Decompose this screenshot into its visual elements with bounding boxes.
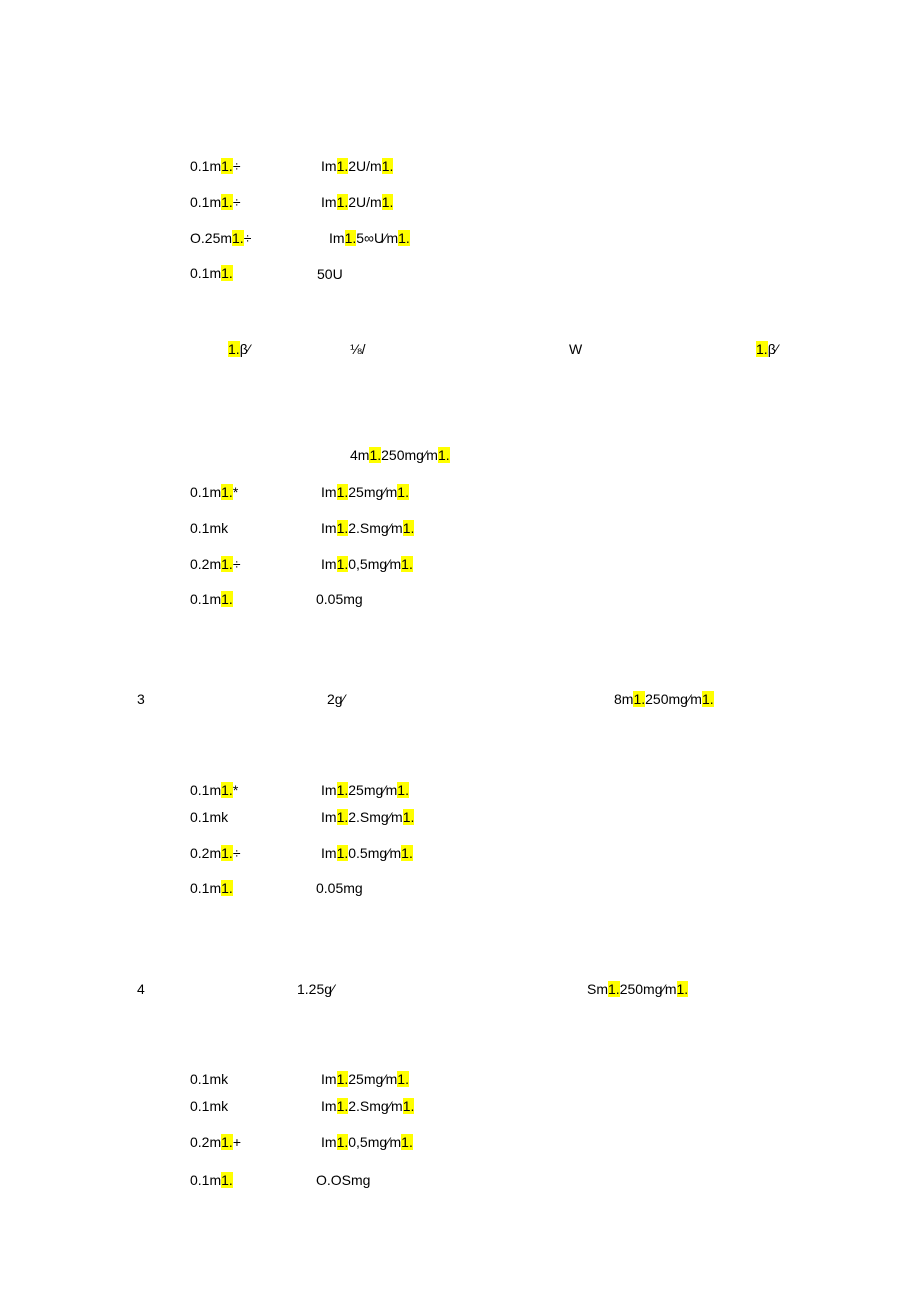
s3-row2-conc: Im1.2.Smg⁄m1. [321, 809, 415, 825]
b1-row1-conc: Im1.2U/m1. [321, 158, 394, 174]
s3-row4-conc: 0.05mg [316, 880, 363, 896]
b2-row3-conc: Im1.0,5mg⁄m1. [321, 556, 413, 572]
s3-row2-dose: 0.1mk [190, 809, 229, 825]
header-col1: 1.β⁄ [228, 341, 251, 357]
b1-row2-conc: Im1.2U/m1. [321, 194, 394, 210]
s4-row1-conc: Im1.25mg⁄m1. [321, 1071, 409, 1087]
s3-row3-conc: Im1.0.5mg⁄m1. [321, 845, 413, 861]
b2-row3-dose: 0.2m1.÷ [190, 556, 241, 572]
section3-amount: 2g⁄ [327, 691, 345, 707]
s4-row2-dose: 0.1mk [190, 1098, 229, 1114]
b1-row2-dose: 0.1m1.÷ [190, 194, 241, 210]
section4-conc: Sm1.250mg⁄m1. [587, 981, 689, 997]
b2-row4-conc: 0.05mg [316, 591, 363, 607]
b1-row4-dose: 0.1m1. [190, 265, 233, 281]
s4-row3-conc: Im1.0,5mg⁄m1. [321, 1134, 413, 1150]
s4-row4-conc: O.OSmg [316, 1172, 371, 1188]
b1-row4-conc: 50U [317, 266, 343, 282]
section4-number: 4 [137, 981, 145, 997]
section3-conc: 8m1.250mg⁄m1. [614, 691, 714, 707]
s4-row4-dose: 0.1m1. [190, 1172, 233, 1188]
b2-row2-dose: 0.1mk [190, 520, 229, 536]
header-col4: 1.β⁄ [756, 341, 779, 357]
s4-row1-dose: 0.1mk [190, 1071, 229, 1087]
s4-row2-conc: Im1.2.Smg⁄m1. [321, 1098, 415, 1114]
b1-row1-dose: 0.1m1.÷ [190, 158, 241, 174]
b2-row1-conc: Im1.25mg⁄m1. [321, 484, 409, 500]
s4-row3-dose: 0.2m1.+ [190, 1134, 241, 1150]
s3-row1-dose: 0.1m1.* [190, 782, 239, 798]
s3-row4-dose: 0.1m1. [190, 880, 233, 896]
b1-row3-dose: O.25m1.÷ [190, 230, 252, 246]
header-col3: W [569, 341, 583, 357]
b2-row4-dose: 0.1m1. [190, 591, 233, 607]
b2-heading: 4m1.250mg⁄m1. [350, 447, 450, 463]
section4-amount: 1.25g⁄ [297, 981, 335, 997]
b2-row1-dose: 0.1m1.* [190, 484, 239, 500]
header-col2: ⅛/ [350, 341, 366, 357]
s3-row1-conc: Im1.25mg⁄m1. [321, 782, 409, 798]
section3-number: 3 [137, 691, 145, 707]
s3-row3-dose: 0.2m1.÷ [190, 845, 241, 861]
b1-row3-conc: Im1.5∞U⁄m1. [329, 230, 410, 246]
b2-row2-conc: Im1.2.Smg⁄m1. [321, 520, 415, 536]
